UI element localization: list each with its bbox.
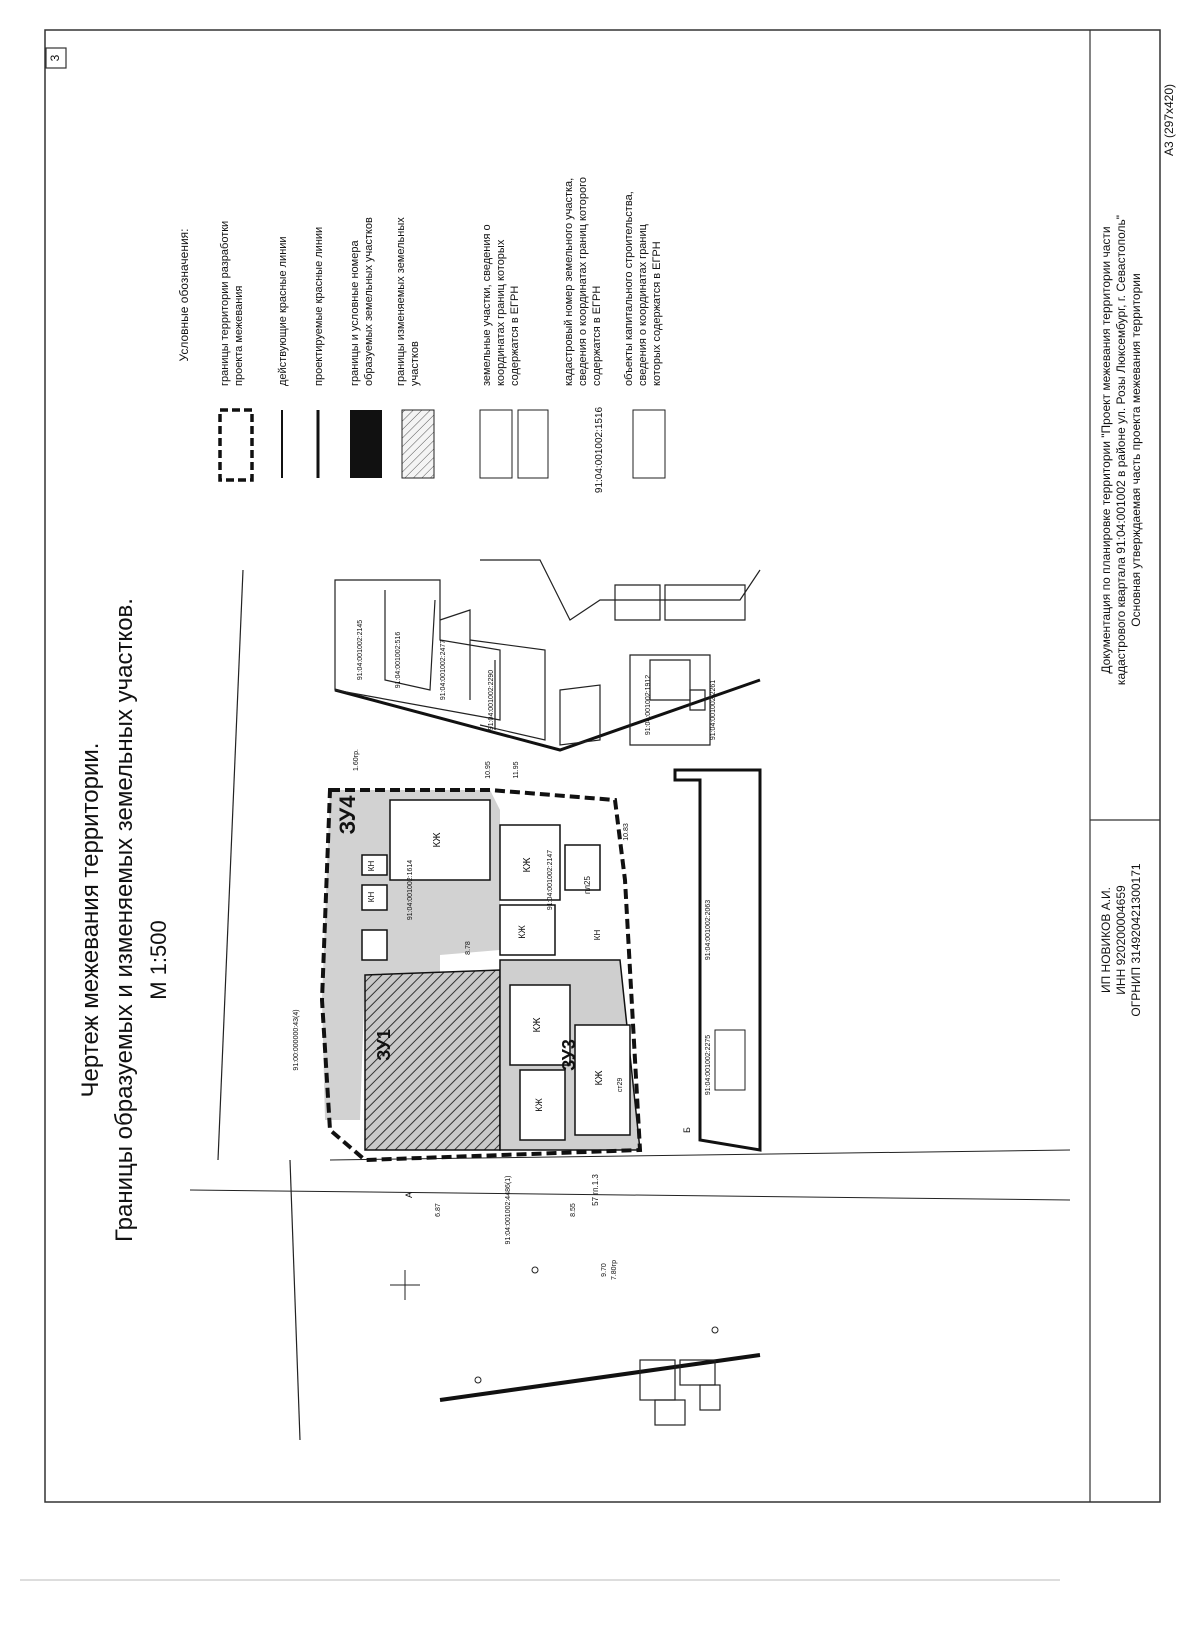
- survey-mark: 1.60гр.: [353, 748, 360, 772]
- legend-text: земельные участки, сведения о: [481, 224, 493, 386]
- parcel-number-zu4: ЗУ4: [335, 795, 360, 835]
- survey-mark: А: [404, 1191, 414, 1199]
- sheet-border: [45, 30, 1160, 1502]
- cadastral-label: 91:04:001002:1614: [407, 859, 414, 921]
- map: [190, 560, 1070, 1440]
- survey-mark: 8.78: [465, 941, 472, 955]
- cadastral-label: 91:04:001002:516: [395, 631, 402, 689]
- legend-text: координатах границ которых: [495, 239, 507, 386]
- cadastral-label: 91:04:001002:2063: [705, 899, 712, 961]
- legend-text: сведения о координатах границ которого: [577, 177, 589, 386]
- egrn-building-inner: [715, 1030, 745, 1090]
- legend-text: сведения о координатах границ: [637, 224, 649, 386]
- legend-text: содержатся в ЕГРН: [591, 285, 603, 386]
- legend-text: которых содержатся в ЕГРН: [651, 241, 663, 386]
- parcel-number-zu1: ЗУ1: [374, 1029, 394, 1061]
- cadastral-label: 91:04:001002:2145: [357, 619, 364, 681]
- page-number: 3: [48, 54, 63, 62]
- title-block-doc-2: кадастрового квартала 91:04:001002 в районе ул. Розы Люксембург, г. Севастополь": [1114, 214, 1128, 686]
- parcel-number-zu3: ЗУ3: [559, 1039, 579, 1071]
- survey-mark: 7.80гр: [611, 1259, 618, 1281]
- building-label: КЖ: [517, 925, 527, 939]
- survey-mark: 11.95: [513, 761, 520, 779]
- survey-mark: 8.55: [570, 1203, 577, 1217]
- survey-mark: 9.70: [601, 1263, 608, 1277]
- cadastral-label: 91:04:001002:2477: [440, 639, 447, 701]
- cadastral-label: 91:04:001002:2290: [488, 669, 495, 731]
- title-block-author-1: ИП НОВИКОВ А.И.: [1099, 886, 1113, 994]
- legend-symbol-territory: [220, 410, 252, 480]
- legend-text: действующие красные линии: [277, 236, 289, 386]
- red-line-upper: [218, 570, 243, 1160]
- building-label: КН: [593, 929, 602, 941]
- legend-cadastral-sample: 91:04:001002:1516: [594, 406, 605, 494]
- cadastral-label: 91:04:001002:1912: [645, 674, 652, 736]
- survey-mark: 57 гп.1.3: [591, 1174, 600, 1206]
- legend: [177, 177, 665, 493]
- title-block-doc-3: Основная утверждаемая часть проекта межевания территории: [1129, 273, 1143, 627]
- title-block-author-2: ИНН 920200004659: [1114, 885, 1128, 995]
- title-block-author-3: ОГРНИП 314920421300171: [1129, 863, 1143, 1017]
- building-label: пл25: [583, 876, 592, 894]
- road-line-1: [190, 1190, 1070, 1200]
- title-block: [1099, 84, 1176, 1017]
- title-line-2: Границы образуемых и изменяемых земельных участков.: [111, 598, 138, 1242]
- legend-symbol-formed-parcel: [350, 410, 382, 478]
- cadastral-label: 91:04:001002:2147: [547, 849, 554, 911]
- title-block-doc-1: Документация по планировке территории "Проект межевания территории части: [1099, 226, 1113, 674]
- cadastral-label: 91:04:001002:2275: [705, 1034, 712, 1096]
- building-label: КЖ: [522, 857, 533, 873]
- legend-heading: Условные обозначения:: [177, 228, 191, 362]
- legend-text: границы изменяемых земельных: [395, 217, 407, 386]
- survey-point: [712, 1327, 718, 1333]
- egrn-building-large: [675, 770, 760, 1150]
- road-line-2: [330, 1150, 1070, 1160]
- legend-symbol-egrn-parcel-2: [518, 410, 548, 478]
- legend-text: проекта межевания: [233, 285, 245, 386]
- survey-mark: 10.95: [485, 761, 492, 779]
- cadastral-label: 91:04:001002:2261: [710, 679, 717, 741]
- red-line-lower: [290, 1160, 300, 1440]
- cadastral-label: 91:04:001002:4486(1): [505, 1175, 512, 1245]
- legend-symbol-changed-parcel: [402, 410, 434, 478]
- title-line-1: Чертеж межевания территории.: [77, 742, 104, 1098]
- legend-text: границы территории разработки: [219, 220, 231, 386]
- survey-point: [475, 1377, 481, 1383]
- legend-text: границы и условные номера: [349, 240, 361, 386]
- building-label: КЖ: [432, 832, 443, 848]
- building-label: КН: [367, 860, 376, 872]
- survey-mark: 10.83: [623, 823, 630, 841]
- legend-text: кадастровый номер земельного участка,: [563, 177, 575, 386]
- sheet-format: А3 (297x420): [1162, 83, 1176, 157]
- cadastral-label: 91:00:000000:43(4): [293, 1009, 300, 1071]
- legend-text: участков: [409, 341, 421, 386]
- legend-text: объекты капитального строительства,: [623, 191, 635, 386]
- building-label: КН: [367, 891, 376, 903]
- map-scale: М 1:500: [146, 920, 171, 1000]
- survey-mark: Б: [682, 1127, 692, 1133]
- legend-text: проектируемые красные линии: [313, 226, 325, 386]
- building-label: КЖ: [532, 1017, 543, 1033]
- survey-mark: 6.87: [435, 1203, 442, 1217]
- street-boundary-2: [440, 1355, 760, 1400]
- legend-text: образуемых земельных участков: [363, 217, 375, 386]
- building-label: КЖ: [594, 1070, 605, 1086]
- legend-symbol-egrn-parcel: [480, 410, 512, 478]
- survey-point: [532, 1267, 538, 1273]
- building-label: ст29: [617, 1077, 624, 1093]
- legend-text: содержатся в ЕГРН: [509, 285, 521, 386]
- building-label: КЖ: [534, 1098, 544, 1112]
- legend-symbol-building: [633, 410, 665, 478]
